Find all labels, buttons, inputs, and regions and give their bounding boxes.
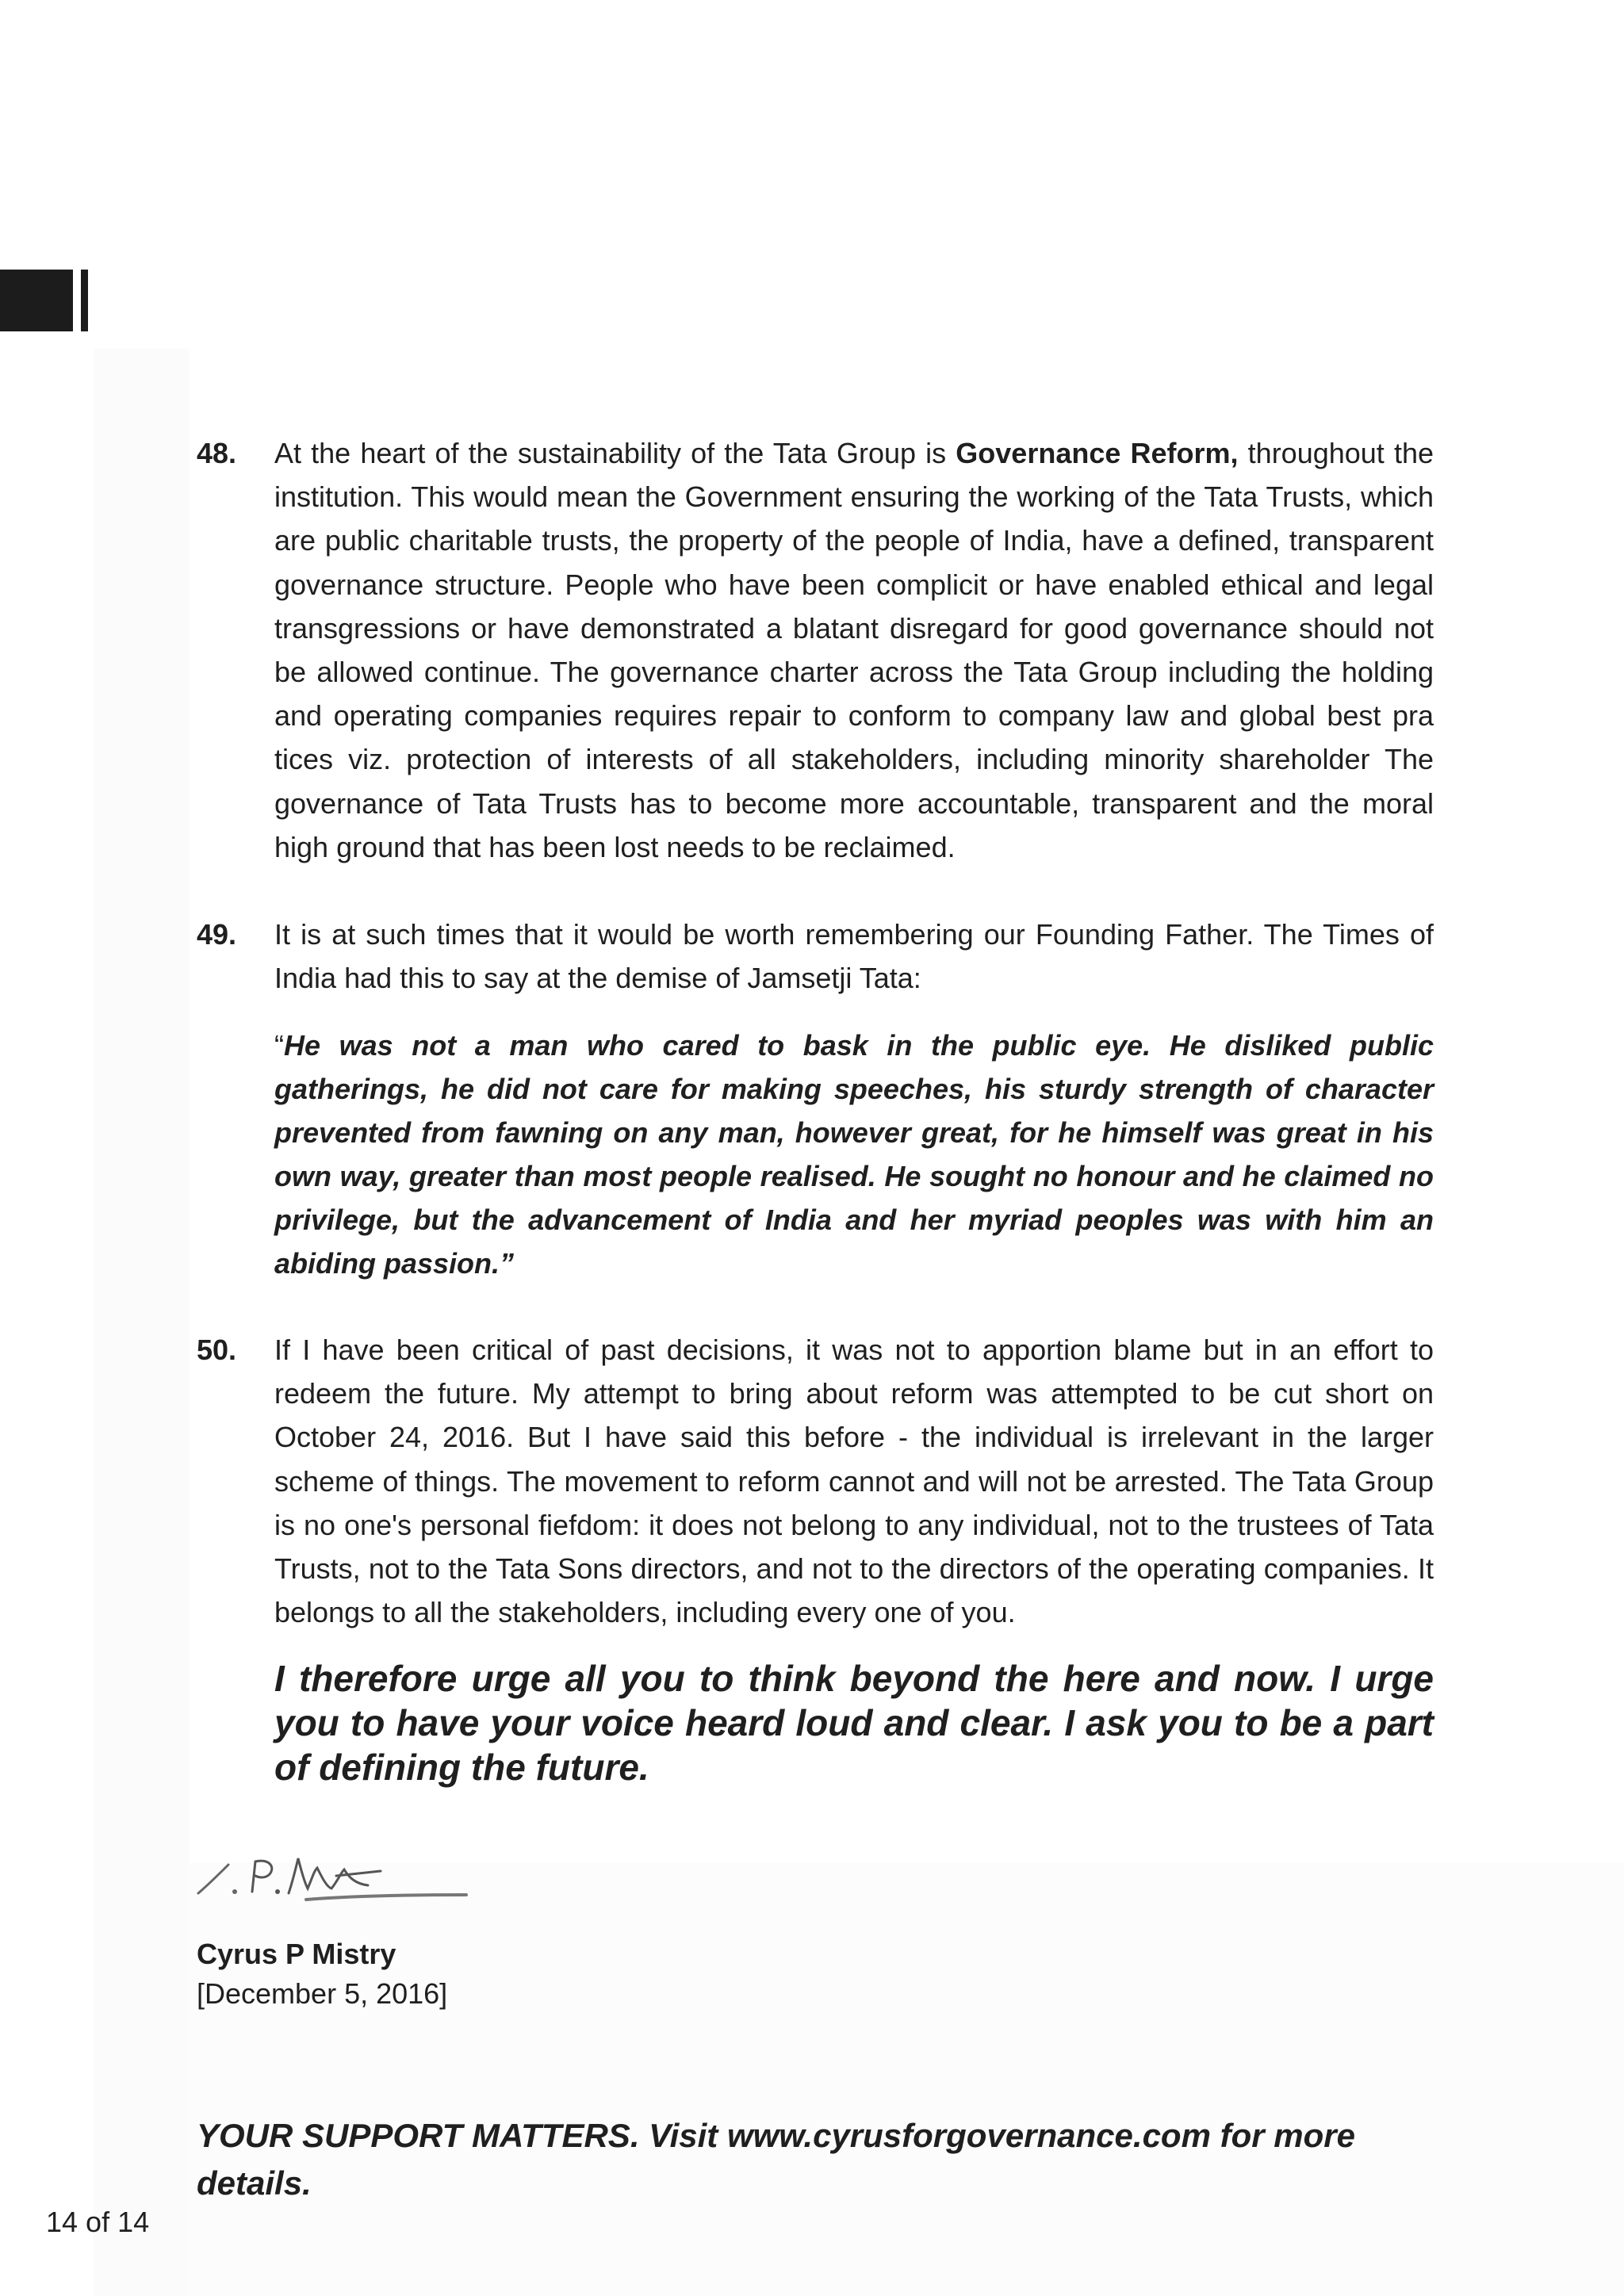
paragraph-number: 48. — [197, 437, 237, 469]
paragraph-body: It is at such times that it would be worth remembering our Founding Father. The Times of India had this to say at the demise of Jamsetji Tata: — [274, 918, 1434, 995]
margin-shade — [94, 349, 189, 2296]
paragraph-48 — [197, 431, 1434, 869]
call-to-action-statement: I therefore urge all you to think beyond the here and now. I urge you to have your voice heard loud and clear. I ask you to be a part of defining the future. — [274, 1658, 1434, 1789]
handwritten-signature — [187, 1847, 477, 1919]
paragraph-49 — [197, 913, 1434, 1285]
paragraph-number: 50. — [197, 1334, 237, 1366]
quote-text: He was not a man who cared to bask in the public eye. He disliked public gatherings, he did not care for making speeches, his sturdy strength of character prevented from fawning on any man, however great, for he himself was great in his own way, greater than most people realised. He sought no honour and he claimed no privilege, but the advancement of India and her myriad peoples was with him an abiding passion.” — [274, 1029, 1434, 1280]
support-call-to-action: YOUR SUPPORT MATTERS. Visit www.cyrusforgovernance.com for more details. — [197, 2117, 1355, 2202]
paragraph-body: If I have been critical of past decisions, it was not to apportion blame but in an effort to redeem the future. My attempt to bring about reform was attempted to be cut short on October 24, 2016. But I have said this before - the individual is irrelevant in the larger scheme of things. The movement to reform cannot and will not be arrested. The Tata Group is no one's personal fiefdom: it does not belong to any individual, not to the trustees of Tata Trusts, not to the Tata Sons directors, and not to the directors of the operating companies. It belongs to all the stakeholders, including every one of you. — [274, 1334, 1434, 1629]
paragraph-body — [274, 431, 1434, 869]
paragraph-text-end: throughout the institution. This would mean the Government ensuring the working of the Tata Trusts, which are public charitable trusts, the property of the people of India, have a defined, transparent governance structure. People who have been complicit or have enabled ethical and legal transgressions or have demonstrated a blatant disregard for good governance should not be allowed continue. The governance charter across the Tata Group including the holding and operating companies requires repair to conform to company law and global best pra tices viz. protection of interests of all stakeholders, including minority shareholder The governance of Tata Trusts has to become more accountable, transparent and the moral high ground that has been lost needs to be reclaimed. — [274, 437, 1434, 863]
signature-date: [December 5, 2016] — [197, 1977, 448, 2010]
footer-shade — [189, 1863, 1624, 2296]
quote-open-mark: “ — [274, 1029, 284, 1062]
page-number: 14 of 14 — [46, 2206, 150, 2238]
paragraph-50 — [197, 1328, 1434, 1789]
paragraph-text-start: At the heart of the sustainability of the Tata Group is — [274, 437, 956, 469]
signer-name: Cyrus P Mistry — [197, 1938, 396, 1970]
section-marker-block — [0, 270, 73, 331]
block-quote — [274, 1024, 1434, 1285]
section-marker-bar — [81, 270, 88, 331]
paragraph-number: 49. — [197, 918, 237, 951]
paragraph-bold-phrase: Governance Reform, — [956, 437, 1239, 469]
